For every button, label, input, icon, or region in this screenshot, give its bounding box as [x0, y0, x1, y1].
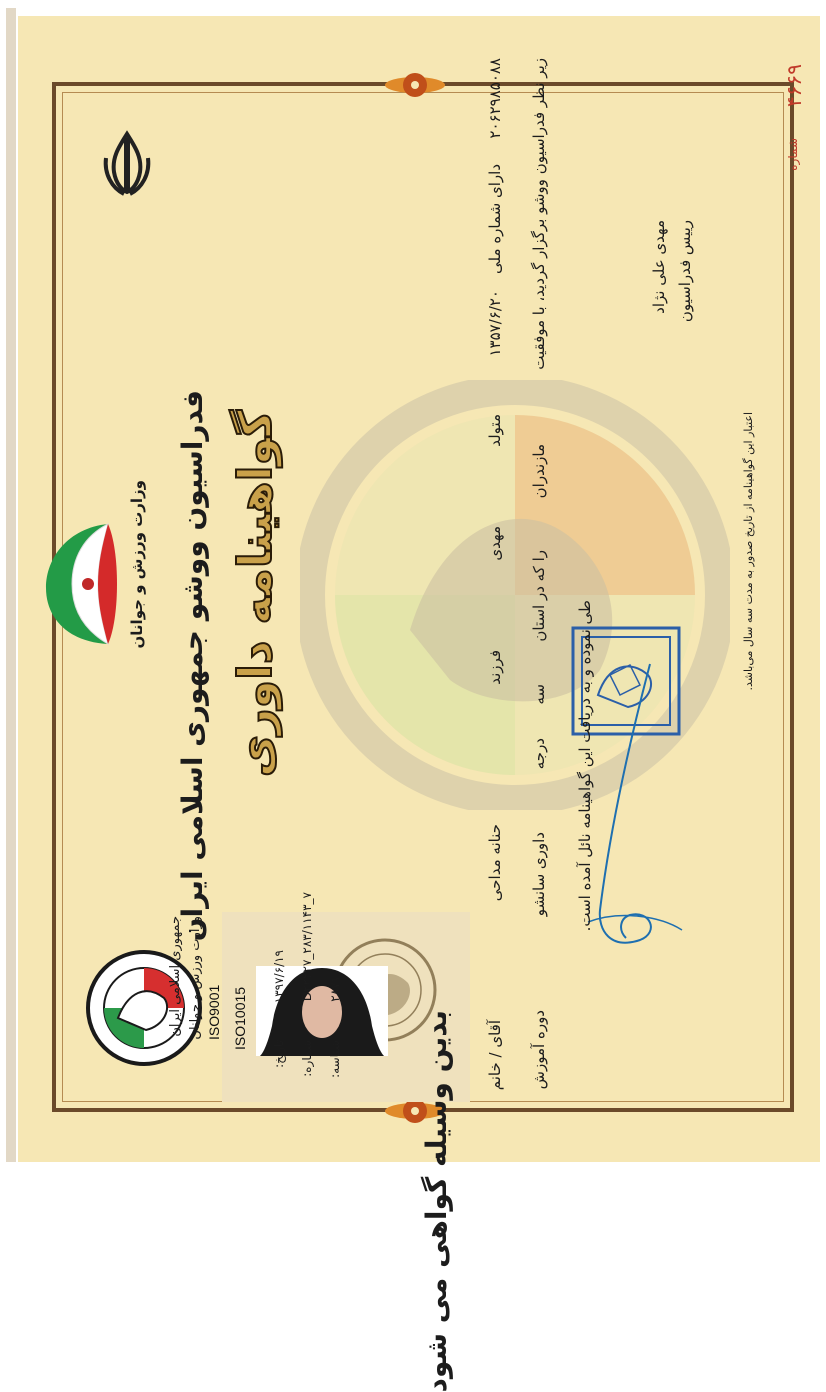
id-label: شناسه: — [328, 1040, 342, 1078]
province-value: مازندران — [530, 444, 548, 499]
child-of-label: فرزند — [486, 650, 504, 685]
father-name: مهدی — [486, 526, 504, 561]
header-org-small: وزارت ورزش و جوانان — [128, 480, 146, 649]
national-id-label: دارای شماره ملی — [486, 164, 504, 274]
province-label: را که در استان — [530, 550, 548, 642]
certificate-title: گواهینامه داوری — [228, 410, 282, 778]
number-value: D۲۲۲۲۷_۲۸۳/۱۱۴۳_۷ — [300, 892, 314, 1002]
date-label: تاریخ: — [272, 1040, 286, 1068]
date-value: ۱۳۹۷/۶/۱۹ — [272, 950, 286, 1004]
holder-name: حنانه مداحی — [486, 824, 504, 902]
serial-value: ۴۶۶۹ — [782, 64, 806, 107]
course-label: دوره آموزش — [530, 1010, 548, 1090]
ministry-sub: جمهوری اسلامی ایران — [168, 916, 183, 1037]
completion-text: طی نموده و به دریافت این گواهینامه نائل آمده است. — [576, 600, 594, 932]
validity-note: اعتبار این گواهینامه از تاریخ صدور به مدت سه سال می‌باشد. — [742, 412, 755, 691]
national-id-value: ۲۰۶۲۹۸۵۰۸۸ — [486, 58, 504, 139]
born-label: متولد — [486, 414, 504, 447]
title-label: آقای / خانم — [486, 1020, 504, 1091]
signatory-name: مهدی علی نژاد — [650, 220, 668, 314]
birth-date: ۱۳۵۷/۶/۲۰ — [486, 290, 504, 357]
iso-10015-label: ISO10015 — [232, 986, 248, 1050]
number-label: شماره: — [300, 1040, 314, 1077]
ministry-name: وزارت ورزش و جوانان — [188, 916, 203, 1040]
iso-9001-label: ISO9001 — [206, 984, 222, 1040]
serial-label: شماره — [786, 138, 800, 171]
grade-label: درجه — [530, 738, 548, 770]
federation-name: فدراسیون ووشو جمهوری اسلامی ایران — [176, 390, 209, 942]
id-value: ۲۸۷۱ — [328, 976, 342, 1002]
course-name: داوری سانشو — [530, 832, 548, 917]
intro-text: بدین وسیله گواهی می شود — [420, 1010, 453, 1392]
organizer-text: زیر نظر فدراسیون ووشو برگزار گردید، با موفقیت — [530, 58, 548, 370]
signatory-role: رییس فدراسیون — [676, 220, 694, 323]
grade-value: سه — [530, 684, 548, 705]
